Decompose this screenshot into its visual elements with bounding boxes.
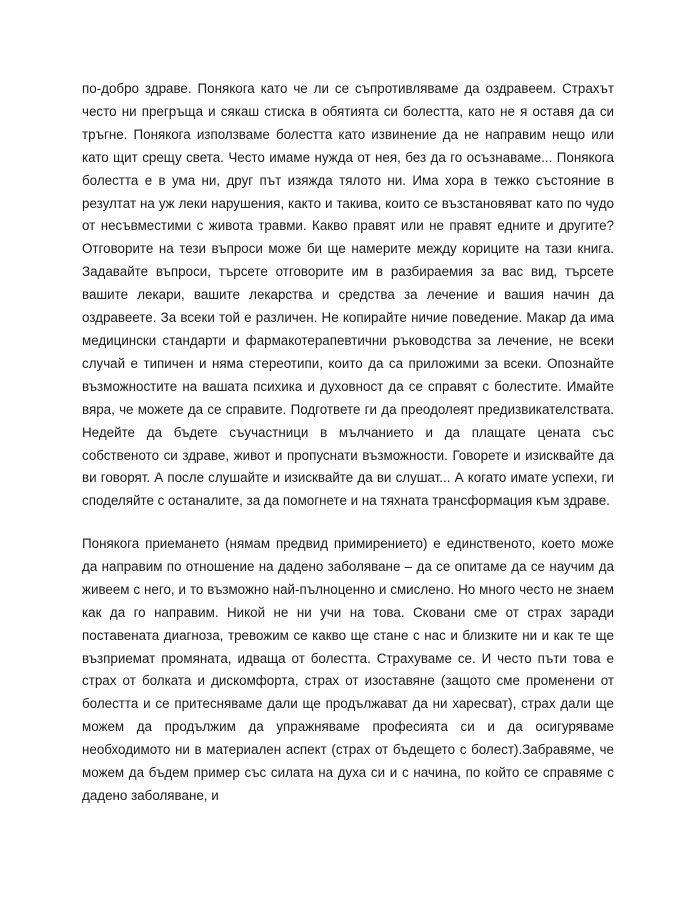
paragraph-2: Понякога приемането (нямам предвид примирението) е единственото, което може да направим по отношение на дадено заболяване – да се опитаме да се научим да живеем с него, и то възможно най-пълноценно и смислено. Но много често не знаем как да го направим. Никой не ни учи на това. Сковани сме от страх заради поставената диагноза, тревожим се какво ще стане с нас и близките ни и как те ще възприемат промяната, идваща от болестта. Страхуваме се. И често пъти това е страх от болката и дискомфорта, страх от изоставяне (защото сме променени от болестта и се притесняваме дали ще продължават да ни харесват), страх дали ще можем да продължим да упражняваме професията си и да осигуряваме необходимото ни в материален аспект (страх от бъдещето с болест).Забравяме, че можем да бъдем пример със силата на духа си и с начина, по който се справяме с дадено заболяване, и [82, 536, 614, 803]
paragraph-1: по-добро здраве. Понякога като че ли се съпротивляваме да оздравеем. Страхът често ни прегръща и сякаш стиска в обятията си болестта, като не я оставя да си тръгне. Понякога използваме болестта като извинение да не направим нещо или като щит срещу света. Често имаме нужда от нея, без да го осъзнаваме... Понякога болестта е в ума ни, друг път изяжда тялото ни. Има хора в тежко състояние в резултат на уж леки нарушения, както и такива, които се възстановяват като по чудо от несъвместими с живота травми. Какво правят или не правят едните и другите? Отговорите на тези въпроси може би ще намерите между кориците на тази книга. Задавайте въпроси, търсете отговорите им в разбираемия за вас вид, търсете вашите лекари, вашите лекарства и средства за лечение и вашия начин да оздравеете. За всеки той е различен. Не копирайте ничие поведение. Макар да има медицински стандарти и фармакотерапевтични ръководства за лечение, не всеки случай е типичен и няма стереотипи, които да са приложими за всеки. Опознайте възможностите на вашата психика и духовност да се справят с болестите. Имайте вяра, че можете да се справите. Подгответе ги да преодолеят предизвикателствата. Недейте да бъдете съучастници в мълчанието и да плащате цената със собственото си здраве, живот и пропуснати възможности. Говорете и изисквайте да ви говорят. А после слушайте и изисквайте да ви слушат... А когато имате успехи, ги споделяйте с останалите, за да помогнете и на тяхната трансформация към здраве. [82, 81, 614, 509]
